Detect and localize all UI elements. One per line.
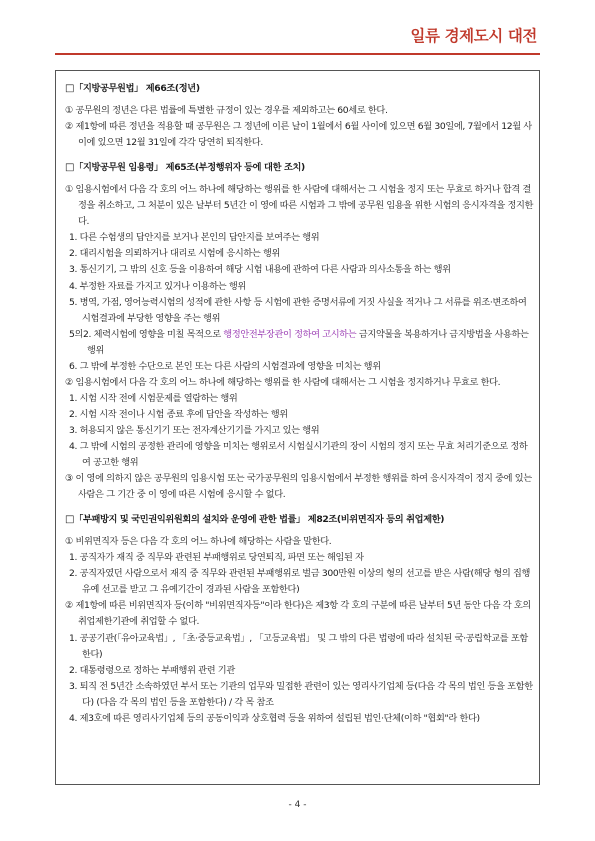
- checkbox-square-icon: □: [65, 162, 75, 174]
- list-item: 5. 병역, 가점, 영어능력시험의 성적에 관한 사항 등 시험에 관한 증명서류에 거짓 사실을 적거나 그 서류를 위조·변조하여 시험결과에 부당한 영향을 주는 행위: [69, 296, 527, 324]
- list-item: 4. 부정한 자료를 가지고 있거나 이용하는 행위: [69, 280, 246, 292]
- paragraph: ③ 이 영에 의하지 않은 공무원의 임용시험 또는 국가공무원의 임용시험에서 부정한 행위를 하여 응시자격이 정지 중에 있는 사람은 그 기간 중 이 영에 따른 시험에 응시할 수 없다.: [65, 473, 532, 501]
- list-item: 4. 그 밖에 시험의 공정한 관리에 영향을 미치는 행위로서 시험실시기관의 장이 시험의 정지 또는 무효 처리기준으로 정하여 공고한 행위: [69, 440, 528, 469]
- paragraph: ② 임용시험에서 다음 각 호의 어느 하나에 해당하는 행위를 한 사람에 대해서는 그 시험을 정지하거나 무효로 한다.: [65, 376, 501, 388]
- list-item: 1. 공공기관(「유아교육법」, 「초·중등교육법」, 「고등교육법」 및 그 밖의 다른 법령에 따라 설치된 국·공립학교를 포함한다): [69, 632, 528, 660]
- highlighted-text: 행정안전부장관이 정하여 고시하는: [223, 328, 357, 340]
- list-item: 6. 그 밖에 부정한 수단으로 본인 또는 다른 사람의 시험결과에 영향을 미치는 행위: [69, 360, 381, 372]
- list-item: 1. 공직자가 재직 중 직무와 관련된 부패행위로 당연퇴직, 파면 또는 해임된 자: [69, 552, 364, 564]
- list-item: 3. 통신기기, 그 밖의 신호 등을 이용하여 해당 시험 내용에 관하여 다른 사람과 의사소통을 하는 행위: [69, 264, 451, 276]
- list-item: 1. 다른 수험생의 답안지를 보거나 본인의 답안지를 보여주는 행위: [69, 232, 320, 244]
- law-excerpt-box: [55, 70, 540, 785]
- paragraph: ① 비위면직자 등은 다음 각 호의 어느 하나에 해당하는 사람을 말한다.: [65, 536, 332, 548]
- list-item: 2. 공직자였던 사람으로서 재직 중 직무와 관련된 부패행위로 벌금 300만원 이상의 형의 선고를 받은 사람(해당 형의 집행유예 선고를 받고 그 유예기간이 경과된 사람을 포함한다): [69, 568, 531, 596]
- list-item: 2. 시험 시작 전이나 시험 종료 후에 답안을 작성하는 행위: [69, 408, 288, 420]
- paragraph: ② 제1항에 따른 정년을 적용할 때 공무원은 그 정년에 이른 날이 1월에서 6월 사이에 있으면 6월 30일에, 7월에서 12월 사이에 있으면 12월 31일에 각각 당연히 퇴직한다.: [65, 121, 532, 149]
- paragraph: ② 제1항에 따른 비위면직자 등(이하 "비위면직자등"이라 한다)은 제3항 각 호의 구분에 따른 날부터 5년 동안 다음 각 호의 취업제한기관에 취업할 수 없다.: [65, 600, 531, 628]
- paragraph: ① 공무원의 정년은 다른 법률에 특별한 규정이 있는 경우를 제외하고는 60세로 한다.: [65, 105, 388, 117]
- paragraph: ① 임용시험에서 다음 각 호의 어느 하나에 해당하는 행위를 한 사람에 대해서는 그 시험을 정지 또는 무효로 하거나 합격 결정을 취소하고, 그 처분이 있은 날부터 5년간 이 영에 따른 시험과 그 밖에 공무원 임용을 위한 시험의 응시자격을 정지한다.: [65, 184, 534, 228]
- list-item: 2. 대리시험을 의뢰하거나 대리로 시험에 응시하는 행위: [69, 248, 281, 260]
- checkbox-square-icon: □: [65, 83, 75, 94]
- header-rule: [55, 53, 540, 55]
- list-item: 3. 퇴직 전 5년간 소속하였던 부서 또는 기관의 업무와 밀접한 관련이 있는 영리사기업체 등(다음 각 목의 법인 등을 포함한다) (다음 각 목의 법인 등을 포함한다) / 각 목 참조: [69, 680, 533, 708]
- list-item: 3. 허용되지 않은 통신기기 또는 전자계산기기를 가지고 있는 행위: [69, 424, 320, 436]
- checkbox-square-icon: □: [65, 514, 75, 526]
- section-title-employment-restriction: □「부패방지 및 국민권익위원회의 설치와 운영에 관한 법률」 제82조(비위면직자 등의 취업제한): [65, 514, 445, 526]
- list-item-5-2: 5의2. 체력시험에 영향을 미칠 목적으로 행정안전부장관이 정하여 고시하는 금지약물을 복용하거나 금지방법을 사용하는 행위: [69, 328, 529, 356]
- page-number: - 4 -: [288, 800, 307, 810]
- header-title: 일류 경제도시 대전: [410, 27, 537, 45]
- section-title-retirement-age: □「지방공무원법」 제66조(정년): [65, 83, 200, 94]
- list-item: 4. 제3호에 따른 영리사기업체 등의 공동이익과 상호협력 등을 위하여 설립된 법인·단체(이하 "협회"라 한다): [69, 712, 480, 724]
- list-item: 2. 대통령령으로 정하는 부패행위 관련 기관: [69, 664, 235, 676]
- list-item: 1. 시험 시작 전에 시험문제를 열람하는 행위: [69, 392, 238, 404]
- section-title-misconduct-measures: □「지방공무원 임용령」 제65조(부정행위자 등에 대한 조치): [65, 162, 305, 174]
